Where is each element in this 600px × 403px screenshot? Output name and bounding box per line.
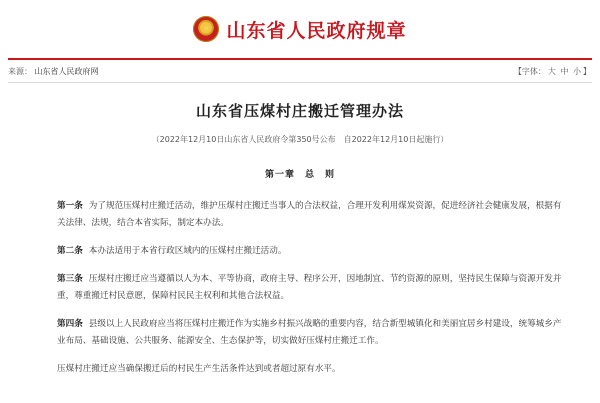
document-subtitle: （2022年12月10日山东省人民政府令第350号公布 自2022年12月10日起施行） [151, 135, 449, 144]
article-2 [38, 243, 562, 260]
article-4 [38, 316, 562, 350]
source-info [8, 66, 99, 77]
article-number: 第四条 [57, 319, 83, 329]
article-1 [38, 198, 562, 232]
document-body [0, 100, 600, 378]
font-size-control [513, 66, 592, 77]
article-text: 为了规范压煤村庄搬迁活动，维护压煤村庄搬迁当事人的合法权益，合理开发利用煤炭资源，促进经济社会健康发展，根据有关法律、法规，结合本省实际，制定本办法。 [57, 201, 562, 228]
article-text: 压煤村庄搬迁应当确保搬迁后的村民生产生活条件达到或者超过原有水平。 [57, 364, 341, 374]
article-text: 县级以上人民政府应当将压煤村庄搬迁作为实施乡村振兴战略的重要内容，结合新型城镇化和美丽宜居乡村建设，统筹城乡产业布局、基础设施、公共服务、能源安全、生态保护等，切实做好压煤村庄搬迁工作。 [57, 319, 562, 346]
article-number: 第二条 [57, 246, 83, 256]
article-number: 第一条 [57, 201, 83, 211]
article-4-paragraph-2 [38, 361, 562, 378]
masthead [0, 0, 600, 58]
national-emblem-icon [193, 16, 219, 42]
article-text: 压煤村庄搬迁应当遵循以人为本、平等协商，政府主导、程序公开，因地制宜、节约资源的原则，坚持民生保障与资源开发并重，尊重搬迁村民意愿，保障村民民主权利和其他合法权益。 [57, 274, 562, 301]
font-large-button[interactable]: 大 [547, 66, 556, 76]
article-3 [38, 271, 562, 305]
article-text: 本办法适用于本省行政区域内的压煤村庄搬迁活动。 [88, 246, 287, 256]
font-medium-button[interactable]: 中 [560, 66, 569, 76]
font-size-end: 】 [583, 66, 591, 76]
masthead-title: 山东省人民政府规章 [226, 19, 407, 42]
info-bar [8, 60, 592, 83]
font-size-label: 【字体： [513, 66, 546, 76]
source-label: 来源： [8, 66, 32, 76]
chapter-heading: 第一章 总 则 [264, 170, 335, 180]
source-link[interactable]: 山东省人民政府网 [34, 66, 99, 76]
font-small-button[interactable]: 小 [573, 66, 581, 76]
article-number: 第三条 [57, 274, 83, 284]
document-title: 山东省压煤村庄搬迁管理办法 [195, 102, 404, 120]
